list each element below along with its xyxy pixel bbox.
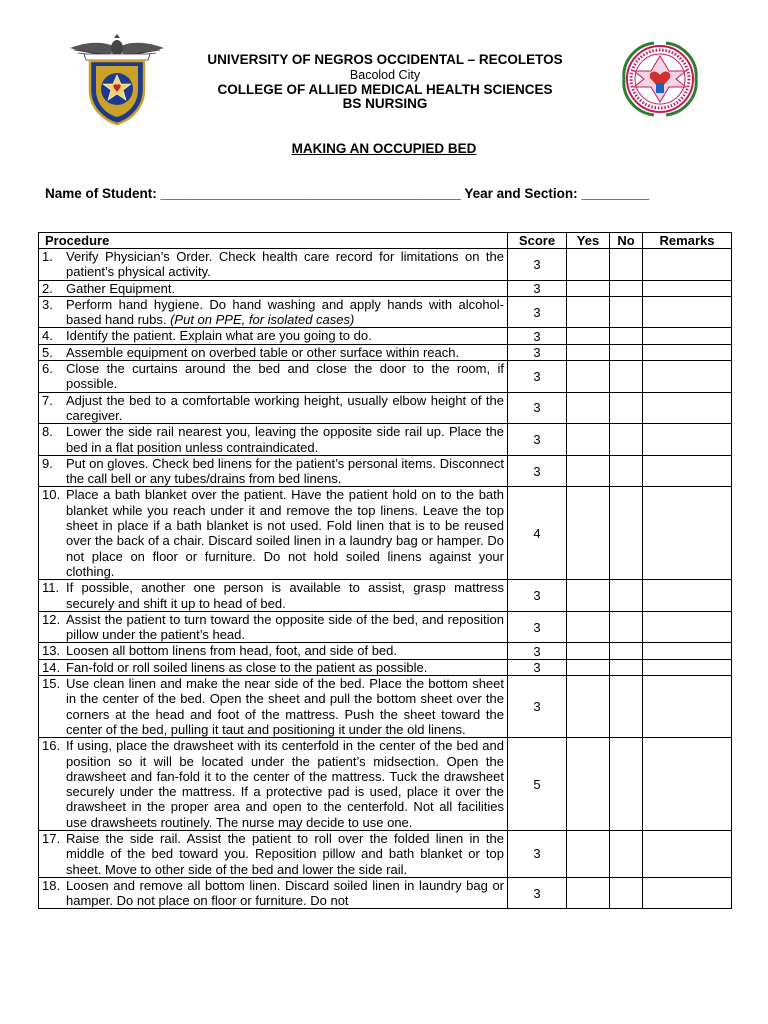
year-section-field[interactable]: _________ [581,186,650,201]
procedure-number: 5. [42,344,53,360]
no-checkbox-cell[interactable] [610,361,643,393]
procedure-text: Identify the patient. Explain what are you going to do. [66,328,372,344]
remarks-cell[interactable] [643,344,732,360]
college-name: COLLEGE OF ALLIED MEDICAL HEALTH SCIENCES [217,82,553,97]
no-checkbox-cell[interactable] [610,487,643,580]
remarks-cell[interactable] [643,392,732,424]
score-cell: 3 [508,249,567,281]
procedure-text: If possible, another one person is available to assist, grasp mattress securely and shift it up to head of bed. [66,580,504,611]
score-cell: 3 [508,643,567,659]
yes-checkbox-cell[interactable] [567,280,610,296]
procedure-number: 14. [42,659,61,675]
procedure-cell [39,344,508,360]
table-row [39,738,732,831]
table-row [39,580,732,612]
no-checkbox-cell[interactable] [610,580,643,612]
procedure-text: Assist the patient to turn toward the opposite side of the bed, and reposition pillow under the patient’s head. [66,611,504,643]
procedure-number: 18. [42,877,61,893]
procedure-cell [39,643,508,659]
procedure-cell [39,328,508,344]
procedure-cell [39,676,508,738]
yes-checkbox-cell[interactable] [567,643,610,659]
remarks-cell[interactable] [643,280,732,296]
no-checkbox-cell[interactable] [610,455,643,487]
procedure-text: Assemble equipment on overbed table or other surface within reach. [66,344,460,360]
yes-checkbox-cell[interactable] [567,659,610,675]
procedure-number: 4. [42,328,53,344]
no-checkbox-cell[interactable] [610,877,643,909]
year-section-label: Year and Section: [464,186,578,201]
remarks-cell[interactable] [643,424,732,456]
remarks-cell[interactable] [643,296,732,328]
remarks-cell[interactable] [643,676,732,738]
remarks-cell[interactable] [643,249,732,281]
score-header: Score [508,233,567,249]
remarks-cell[interactable] [643,455,732,487]
procedure-text: Fan-fold or roll soiled linens as close to the patient as possible. [66,659,428,675]
procedure-checklist-table [38,232,732,909]
table-row [39,455,732,487]
score-cell: 3 [508,659,567,675]
table-row [39,361,732,393]
score-cell: 3 [508,424,567,456]
procedure-text: Loosen and remove all bottom linen. Discard soiled linen in laundry bag or hamper. Do not place on floor or furniture. Do not [66,877,504,909]
table-row [39,659,732,675]
procedure-text: Close the curtains around the bed and close the door to the room, if possible. [66,361,504,392]
procedure-number: 7. [42,392,53,408]
table-row [39,643,732,659]
no-header: No [610,233,643,249]
score-cell: 3 [508,296,567,328]
document-title: MAKING AN OCCUPIED BED [291,141,477,156]
yes-checkbox-cell[interactable] [567,344,610,360]
remarks-cell[interactable] [643,611,732,643]
procedure-note: (Put on PPE, for isolated cases) [170,312,355,328]
remarks-cell[interactable] [643,659,732,675]
procedure-cell [39,424,508,456]
student-name-label: Name of Student: [45,186,157,201]
university-name: UNIVERSITY OF NEGROS OCCIDENTAL – RECOLETOS [207,52,563,67]
remarks-cell[interactable] [643,328,732,344]
score-cell: 3 [508,328,567,344]
procedure-text: Verify Physician’s Order. Check health care record for limitations on the patient’s physical activity. [66,249,504,280]
score-cell: 3 [508,676,567,738]
table-row [39,676,732,738]
procedure-text: Lower the side rail nearest you, leaving the opposite side rail up. Place the bed in a flat position unless contraindicated. [66,424,504,455]
university-city: Bacolod City [349,68,421,82]
procedure-text: If using, place the drawsheet with its centerfold in the center of the bed and position so it will be located under the patient’s midsection. Open the drawsheet and fan-fold it to the center of the mattress. Tuck the drawsheet securely under the mattress. If a protective pad is used, place it over the drawsheet in the proper area and open to the centerfold. Not all facilities use drawsheets routinely. The nurse may decide to use one. [66,738,504,830]
table-row [39,877,732,909]
student-info-line [45,186,649,201]
yes-checkbox-cell[interactable] [567,424,610,456]
remarks-cell[interactable] [643,738,732,831]
table-row [39,424,732,456]
yes-checkbox-cell[interactable] [567,611,610,643]
no-checkbox-cell[interactable] [610,676,643,738]
procedure-cell [39,296,508,328]
procedure-number: 1. [42,249,53,264]
table-row [39,280,732,296]
table-row [39,392,732,424]
procedure-number: 8. [42,424,53,440]
procedure-rows [39,249,732,909]
table-header-row [39,233,732,249]
yes-checkbox-cell[interactable] [567,487,610,580]
procedure-number: 6. [42,361,53,377]
procedure-number: 17. [42,830,61,846]
procedure-header: Procedure [39,233,508,249]
score-cell: 3 [508,580,567,612]
yes-checkbox-cell[interactable] [567,580,610,612]
procedure-number: 9. [42,455,53,471]
procedure-text: Gather Equipment. [66,280,176,296]
score-cell: 3 [508,361,567,393]
procedure-text: Put on gloves. Check bed linens for the patient’s personal items. Disconnect the call bell or any tubes/drains from bed linens. [66,455,504,487]
yes-checkbox-cell[interactable] [567,361,610,393]
yes-checkbox-cell[interactable] [567,738,610,831]
table-row [39,296,732,328]
no-checkbox-cell[interactable] [610,830,643,877]
procedure-number: 13. [42,643,61,659]
no-checkbox-cell[interactable] [610,328,643,344]
procedure-cell [39,738,508,831]
procedure-cell [39,830,508,877]
yes-header: Yes [567,233,610,249]
no-checkbox-cell[interactable] [610,611,643,643]
procedure-cell [39,280,508,296]
procedure-number: 2. [42,280,53,296]
procedure-cell [39,392,508,424]
procedure-cell [39,611,508,643]
procedure-number: 15. [42,676,61,692]
procedure-text: Place a bath blanket over the patient. Have the patient hold on to the bath blanket while you reach under it and remove the top linens. Leave the top sheet in place if a bath blanket is not used. Fold linen that is to be reused over the back of a chair. Discard soiled linen in a laundry bag or hamper. Do not place on floor or furniture. Do not hold soiled linens against your clothing. [66,487,504,579]
no-checkbox-cell[interactable] [610,344,643,360]
score-cell: 5 [508,738,567,831]
score-cell: 3 [508,392,567,424]
no-checkbox-cell[interactable] [610,392,643,424]
procedure-text: Use clean linen and make the near side of the bed. Place the bottom sheet in the center of the bed. Open the sheet and pull the bottom sheet over the corners at the head and foot of the mattress. Push the sheet toward the center of the bed, pulling it taut and positioning it under the old linens. [66,676,504,737]
no-checkbox-cell[interactable] [610,738,643,831]
no-checkbox-cell[interactable] [610,424,643,456]
score-cell: 3 [508,877,567,909]
no-checkbox-cell[interactable] [610,296,643,328]
yes-checkbox-cell[interactable] [567,328,610,344]
procedure-number: 11. [42,580,60,596]
yes-checkbox-cell[interactable] [567,877,610,909]
remarks-cell[interactable] [643,830,732,877]
table-row [39,611,732,643]
table-row [39,344,732,360]
yes-checkbox-cell[interactable] [567,676,610,738]
procedure-number: 10. [42,487,61,503]
score-cell: 3 [508,830,567,877]
yes-checkbox-cell[interactable] [567,296,610,328]
no-checkbox-cell[interactable] [610,659,643,675]
college-seal-logo [610,39,710,119]
procedure-text: Perform hand hygiene. Do hand washing and apply hands with alcohol-based hand rubs. [66,296,504,328]
remarks-header: Remarks [643,233,732,249]
no-checkbox-cell[interactable] [610,643,643,659]
score-cell: 4 [508,487,567,580]
procedure-text: Raise the side rail. Assist the patient to roll over the folded linen in the middle of the bed toward you. Reposition pillow and bath blanket or top sheet. Move to other side of the bed and lower the side rail. [66,830,504,877]
procedure-cell [39,580,508,612]
procedure-number: 12. [42,611,61,627]
procedure-cell [39,877,508,909]
procedure-cell [39,659,508,675]
table-row [39,830,732,877]
remarks-cell[interactable] [643,361,732,393]
yes-checkbox-cell[interactable] [567,392,610,424]
program-name: BS NURSING [342,96,428,111]
procedure-cell [39,361,508,393]
score-cell: 3 [508,611,567,643]
no-checkbox-cell[interactable] [610,280,643,296]
yes-checkbox-cell[interactable] [567,249,610,281]
procedure-number: 16. [42,738,61,754]
procedure-cell [39,487,508,580]
remarks-cell[interactable] [643,643,732,659]
procedure-number: 3. [42,296,53,312]
document-header [170,52,600,111]
university-seal-logo [68,34,166,126]
remarks-cell[interactable] [643,580,732,612]
score-cell: 3 [508,280,567,296]
score-cell: 3 [508,344,567,360]
table-row [39,487,732,580]
table-row [39,249,732,281]
procedure-text: Loosen all bottom linens from head, foot, and side of bed. [66,643,397,659]
no-checkbox-cell[interactable] [610,249,643,281]
remarks-cell[interactable] [643,487,732,580]
table-row [39,328,732,344]
procedure-cell [39,249,508,281]
procedure-cell [39,455,508,487]
score-cell: 3 [508,455,567,487]
yes-checkbox-cell[interactable] [567,455,610,487]
remarks-cell[interactable] [643,877,732,909]
student-name-field[interactable]: ________________________________________ [160,186,461,201]
procedure-text: Adjust the bed to a comfortable working height, usually elbow height of the caregiver. [66,392,504,423]
yes-checkbox-cell[interactable] [567,830,610,877]
